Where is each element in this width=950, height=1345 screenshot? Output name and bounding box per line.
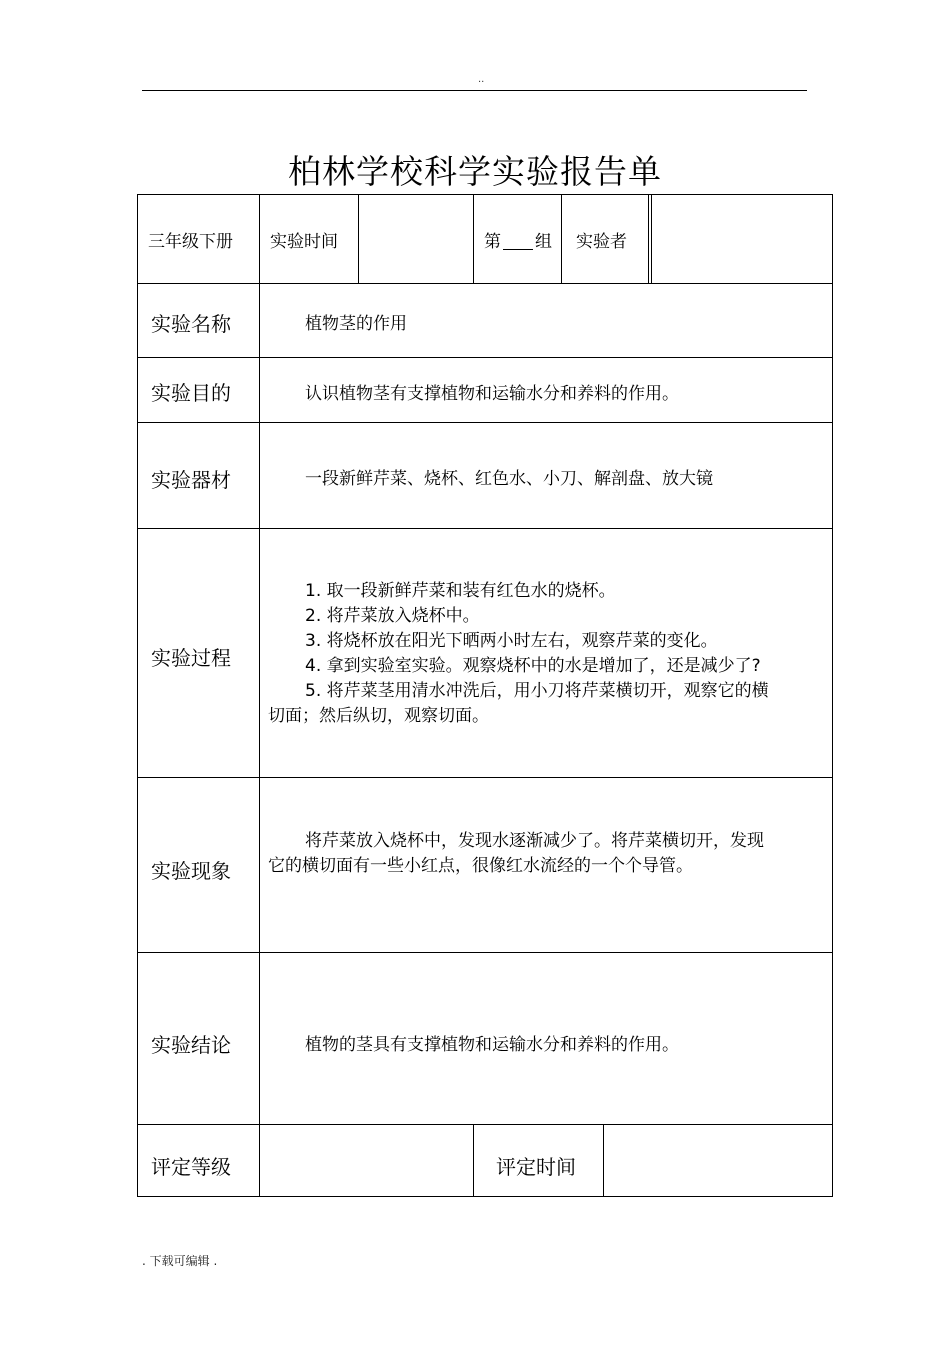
experiment-process-label: 实验过程: [151, 646, 231, 670]
group-suffix: 组: [535, 232, 552, 252]
experiment-phenomenon-label: 实验现象: [151, 859, 231, 883]
experiment-name-label: 实验名称: [151, 312, 231, 336]
process-step: 2. 将芹菜放入烧杯中。: [305, 606, 480, 626]
table-border-right: [832, 194, 833, 1196]
group-number-blank[interactable]: [503, 233, 533, 250]
process-step: 1. 取一段新鲜芹菜和装有红色水的烧杯。: [305, 581, 616, 601]
process-step: 3. 将烧杯放在阳光下晒两小时左右，观察芹菜的变化。: [305, 631, 718, 651]
header-rule: [142, 90, 807, 91]
table-rule: [137, 777, 833, 778]
header-mark: ..: [478, 74, 485, 85]
label-column-divider: [259, 194, 260, 1196]
experiment-materials-label: 实验器材: [151, 468, 231, 492]
table-rule: [137, 952, 833, 953]
experiment-conclusion-label: 实验结论: [151, 1033, 231, 1057]
experimenter-value[interactable]: [652, 195, 832, 282]
evaluation-grade-value[interactable]: [260, 1125, 473, 1196]
footer-note: . 下载可编辑 .: [142, 1254, 218, 1268]
table-rule: [137, 357, 833, 358]
experiment-conclusion-value: 植物的茎具有支撑植物和运输水分和养料的作用。: [305, 1035, 679, 1055]
process-step-continuation: 切面；然后纵切，观察切面。: [268, 706, 489, 726]
table-rule: [648, 194, 649, 283]
process-step: 4. 拿到实验室实验。观察烧杯中的水是增加了，还是减少了?: [305, 656, 761, 676]
experiment-process-steps: [268, 579, 828, 729]
process-step: 5. 将芹菜茎用清水冲洗后，用小刀将芹菜横切开，观察它的横: [305, 681, 769, 701]
table-rule: [473, 1124, 474, 1196]
experimenter-label: 实验者: [576, 232, 627, 252]
table-rule: [561, 194, 562, 283]
table-rule: [473, 194, 474, 283]
table-border-left: [137, 194, 138, 1196]
phenomenon-line: 它的横切面有一些小红点，很像红水流经的一个个导管。: [268, 856, 693, 876]
table-rule: [137, 422, 833, 423]
experiment-purpose-value: 认识植物茎有支撑植物和运输水分和养料的作用。: [305, 384, 679, 404]
experiment-purpose-label: 实验目的: [151, 381, 231, 405]
phenomenon-line: 将芹菜放入烧杯中，发现水逐渐减少了。将芹菜横切开，发现: [305, 831, 764, 851]
experiment-name-value: 植物茎的作用: [305, 314, 407, 334]
experiment-time-label: 实验时间: [270, 232, 338, 252]
group-field: [484, 227, 552, 252]
table-rule: [137, 283, 833, 284]
table-border-bottom: [137, 1196, 833, 1197]
grade-label: 三年级下册: [148, 232, 233, 252]
experiment-time-value[interactable]: [359, 195, 472, 282]
page-title: 柏林学校科学实验报告单: [288, 152, 662, 191]
evaluation-grade-label: 评定等级: [151, 1155, 231, 1179]
evaluation-time-label: 评定时间: [496, 1155, 576, 1179]
table-rule: [137, 528, 833, 529]
experiment-phenomenon-text: [268, 829, 828, 879]
experiment-materials-value: 一段新鲜芹菜、烧杯、红色水、小刀、解剖盘、放大镜: [305, 469, 713, 489]
evaluation-time-value[interactable]: [604, 1125, 832, 1196]
group-prefix: 第: [484, 232, 501, 252]
